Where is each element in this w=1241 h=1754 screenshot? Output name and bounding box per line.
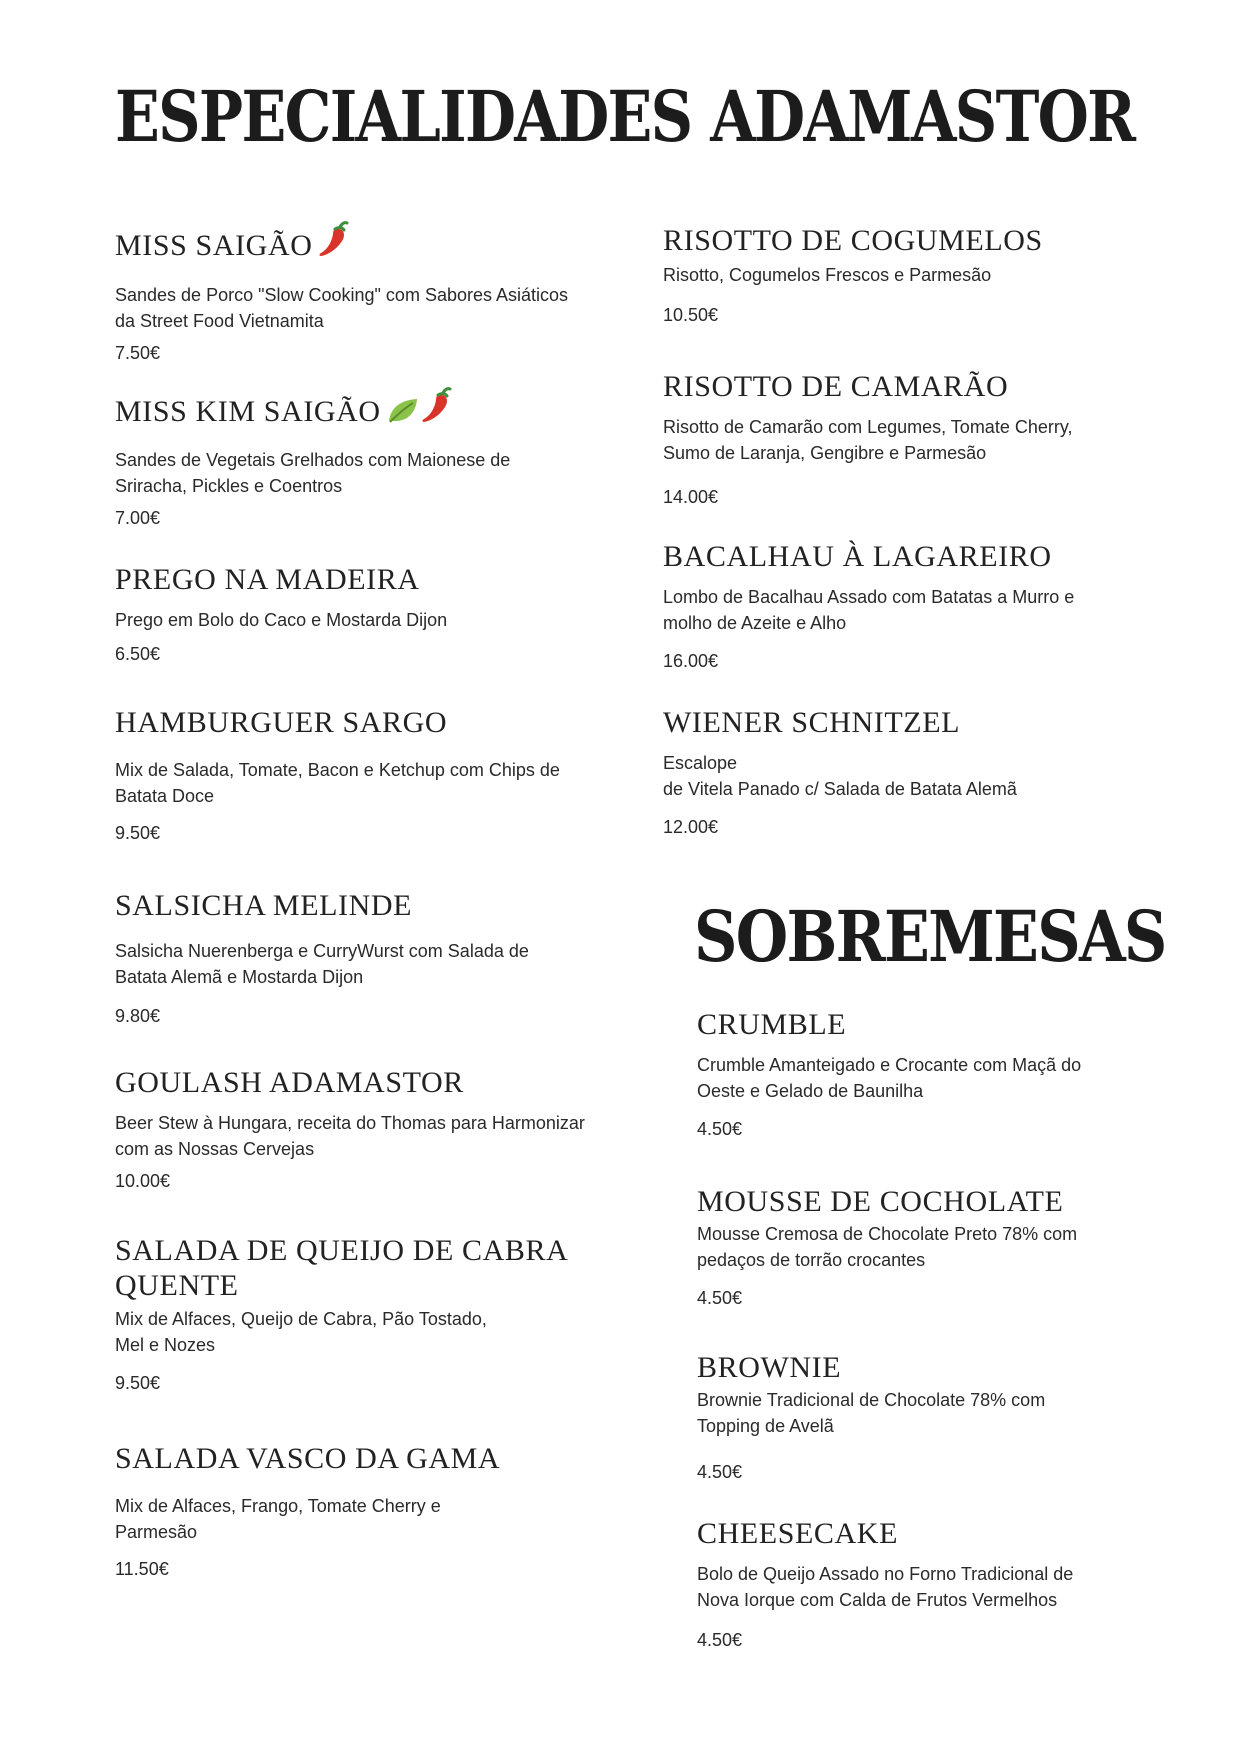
menu-item-hamburguer-sargo	[115, 705, 585, 846]
item-name: HAMBURGUER SARGO	[115, 706, 448, 739]
item-price: 4.50€	[697, 1462, 743, 1482]
item-description: Mix de Alfaces, Queijo de Cabra, Pão Tostado, Mel e Nozes	[115, 1309, 487, 1355]
item-price: 9.50€	[115, 823, 161, 843]
item-price: 7.00€	[115, 508, 161, 528]
item-description: Escalope de Vitela Panado c/ Salada de Batata Alemã	[663, 753, 1017, 799]
menu-item-prego-na-madeira	[115, 562, 585, 667]
menu-item-risotto-de-camarao	[663, 369, 1083, 510]
item-name: CRUMBLE	[697, 1008, 847, 1041]
item-name: CHEESECAKE	[697, 1517, 898, 1550]
item-price: 9.50€	[115, 1373, 161, 1393]
item-description: Lombo de Bacalhau Assado com Batatas a Murro e molho de Azeite e Alho	[663, 587, 1075, 633]
item-price: 4.50€	[697, 1288, 743, 1308]
leaf-icon	[387, 395, 419, 433]
item-name: GOULASH ADAMASTOR	[115, 1066, 464, 1099]
item-description: Mix de Salada, Tomate, Bacon e Ketchup com Chips de Batata Doce	[115, 760, 560, 806]
item-name: BROWNIE	[697, 1351, 842, 1384]
item-price: 14.00€	[663, 487, 719, 507]
dessert-item-crumble	[697, 1007, 1117, 1142]
item-price: 4.50€	[697, 1630, 743, 1650]
item-name: PREGO NA MADEIRA	[115, 563, 420, 596]
item-price: 9.80€	[115, 1006, 161, 1026]
item-description: Risotto, Cogumelos Frescos e Parmesão	[663, 265, 992, 285]
menu-item-bacalhau-a-lagareiro	[663, 539, 1093, 674]
desserts-title: SOBREMESAS	[694, 895, 1166, 978]
item-price: 7.50€	[115, 343, 161, 363]
item-description: Sandes de Porco "Slow Cooking" com Sabores Asiáticos da Street Food Vietnamita	[115, 285, 569, 331]
item-name: MISS SAIGÃO	[115, 229, 313, 262]
item-name: RISOTTO DE CAMARÃO	[663, 370, 1009, 403]
item-description: Brownie Tradicional de Chocolate 78% com Topping de Avelã	[697, 1390, 1046, 1436]
menu-item-risotto-de-cogumelos	[663, 223, 1133, 328]
item-description: Mousse Cremosa de Chocolate Preto 78% com pedaços de torrão crocantes	[697, 1224, 1078, 1270]
menu-item-goulash-adamastor	[115, 1065, 585, 1194]
item-price: 12.00€	[663, 817, 719, 837]
item-name: RISOTTO DE COGUMELOS	[663, 224, 1043, 257]
item-description: Mix de Alfaces, Frango, Tomate Cherry e Parmesão	[115, 1496, 441, 1542]
item-name: SALADA DE QUEIJO DE CABRA QUENTE	[115, 1234, 567, 1302]
item-description: Salsicha Nuerenberga e CurryWurst com Salada de Batata Alemã e Mostarda Dijon	[115, 941, 529, 987]
item-price: 6.50€	[115, 644, 161, 664]
item-price: 4.50€	[697, 1119, 743, 1139]
item-price: 10.00€	[115, 1171, 171, 1191]
item-price: 10.50€	[663, 305, 719, 325]
item-name: WIENER SCHNITZEL	[663, 706, 961, 739]
menu-item-miss-kim-saigao	[115, 387, 585, 531]
item-name: SALADA VASCO DA GAMA	[115, 1442, 501, 1475]
menu-item-salsicha-melinde	[115, 888, 585, 1029]
item-name: MISS KIM SAIGÃO	[115, 395, 381, 428]
item-name: MOUSSE DE COCHOLATE	[697, 1185, 1064, 1218]
item-description: Prego em Bolo do Caco e Mostarda Dijon	[115, 610, 448, 630]
item-name: BACALHAU À LAGAREIRO	[663, 540, 1052, 573]
menu-item-miss-saigao	[115, 221, 585, 366]
chili-pepper-icon	[421, 387, 455, 433]
item-description: Risotto de Camarão com Legumes, Tomate Cherry, Sumo de Laranja, Gengibre e Parmesão	[663, 417, 1073, 463]
item-description: Crumble Amanteigado e Crocante com Maçã do Oeste e Gelado de Baunilha	[697, 1055, 1082, 1101]
item-price: 16.00€	[663, 651, 719, 671]
dessert-item-mousse-de-chocolate	[697, 1184, 1117, 1311]
dessert-item-cheesecake	[697, 1516, 1117, 1653]
item-name: SALSICHA MELINDE	[115, 889, 413, 922]
menu-item-salada-de-queijo-de-cabra-quente	[115, 1233, 575, 1396]
item-price: 11.50€	[115, 1559, 169, 1579]
chili-pepper-icon	[318, 221, 352, 267]
page-title: ESPECIALIDADES ADAMASTOR	[115, 75, 1135, 158]
item-description: Sandes de Vegetais Grelhados com Maionese de Sriracha, Pickles e Coentros	[115, 450, 511, 496]
item-description: Beer Stew à Hungara, receita do Thomas para Harmonizar com as Nossas Cervejas	[115, 1113, 585, 1159]
menu-item-wiener-schnitzel	[663, 705, 1133, 840]
dessert-item-brownie	[697, 1350, 1097, 1485]
menu-item-salada-vasco-da-gama	[115, 1441, 515, 1582]
item-description: Bolo de Queijo Assado no Forno Tradicional de Nova Iorque com Calda de Frutos Vermelhos	[697, 1564, 1074, 1610]
